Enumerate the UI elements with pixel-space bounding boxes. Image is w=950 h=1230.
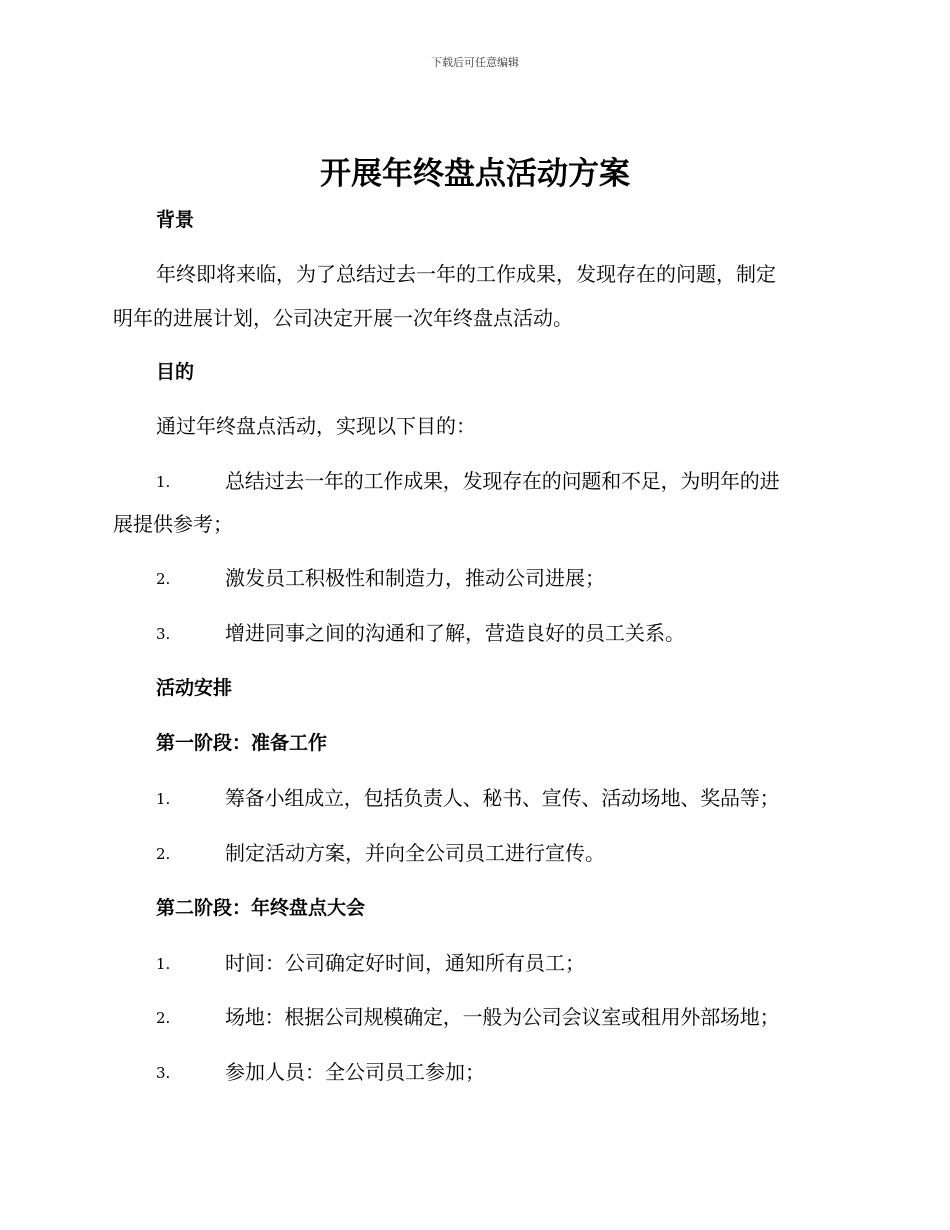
section-heading-arrangement: 活动安排: [156, 677, 233, 699]
purpose-intro: 通过年终盘点活动，实现以下目的：: [156, 414, 476, 438]
list-number: 1.: [156, 790, 171, 808]
phase-2-item-2: 场地：根据公司规模确定，一般为公司会议室或租用外部场地；: [225, 1005, 780, 1029]
background-paragraph-line-2: 明年的进展计划，公司决定开展一次年终盘点活动。: [113, 306, 573, 330]
section-heading-background: 背景: [156, 209, 195, 231]
section-heading-purpose: 目的: [156, 361, 195, 383]
list-number: 1.: [156, 955, 171, 973]
phase-2-heading: 第二阶段：年终盘点大会: [156, 897, 366, 919]
list-number: 3.: [156, 1064, 171, 1082]
list-number: 1.: [156, 473, 171, 491]
purpose-item-3: 增进同事之间的沟通和了解，营造良好的员工关系。: [225, 621, 685, 645]
purpose-item-1-line-1: 总结过去一年的工作成果，发现存在的问题和不足，为明年的进: [225, 469, 780, 493]
phase-2-item-1: 时间：公司确定好时间，通知所有员工；: [225, 951, 585, 975]
document-title: 开展年终盘点活动方案: [320, 156, 630, 192]
phase-1-item-1: 筹备小组成立，包括负责人、秘书、宣传、活动场地、奖品等；: [225, 786, 780, 810]
phase-1-item-2: 制定活动方案，并向全公司员工进行宣传。: [225, 841, 605, 865]
purpose-item-2: 激发员工积极性和制造力，推动公司进展；: [225, 566, 605, 590]
header-note: 下载后可任意编辑: [431, 56, 519, 69]
list-number: 3.: [156, 625, 171, 643]
purpose-item-1-line-2: 展提供参考；: [113, 512, 233, 536]
phase-2-item-3: 参加人员：全公司员工参加；: [225, 1060, 485, 1084]
background-paragraph-line-1: 年终即将来临，为了总结过去一年的工作成果，发现存在的问题，制定: [156, 262, 776, 286]
list-number: 2.: [156, 1009, 171, 1027]
list-number: 2.: [156, 845, 171, 863]
phase-1-heading: 第一阶段：准备工作: [156, 732, 328, 754]
list-number: 2.: [156, 570, 171, 588]
